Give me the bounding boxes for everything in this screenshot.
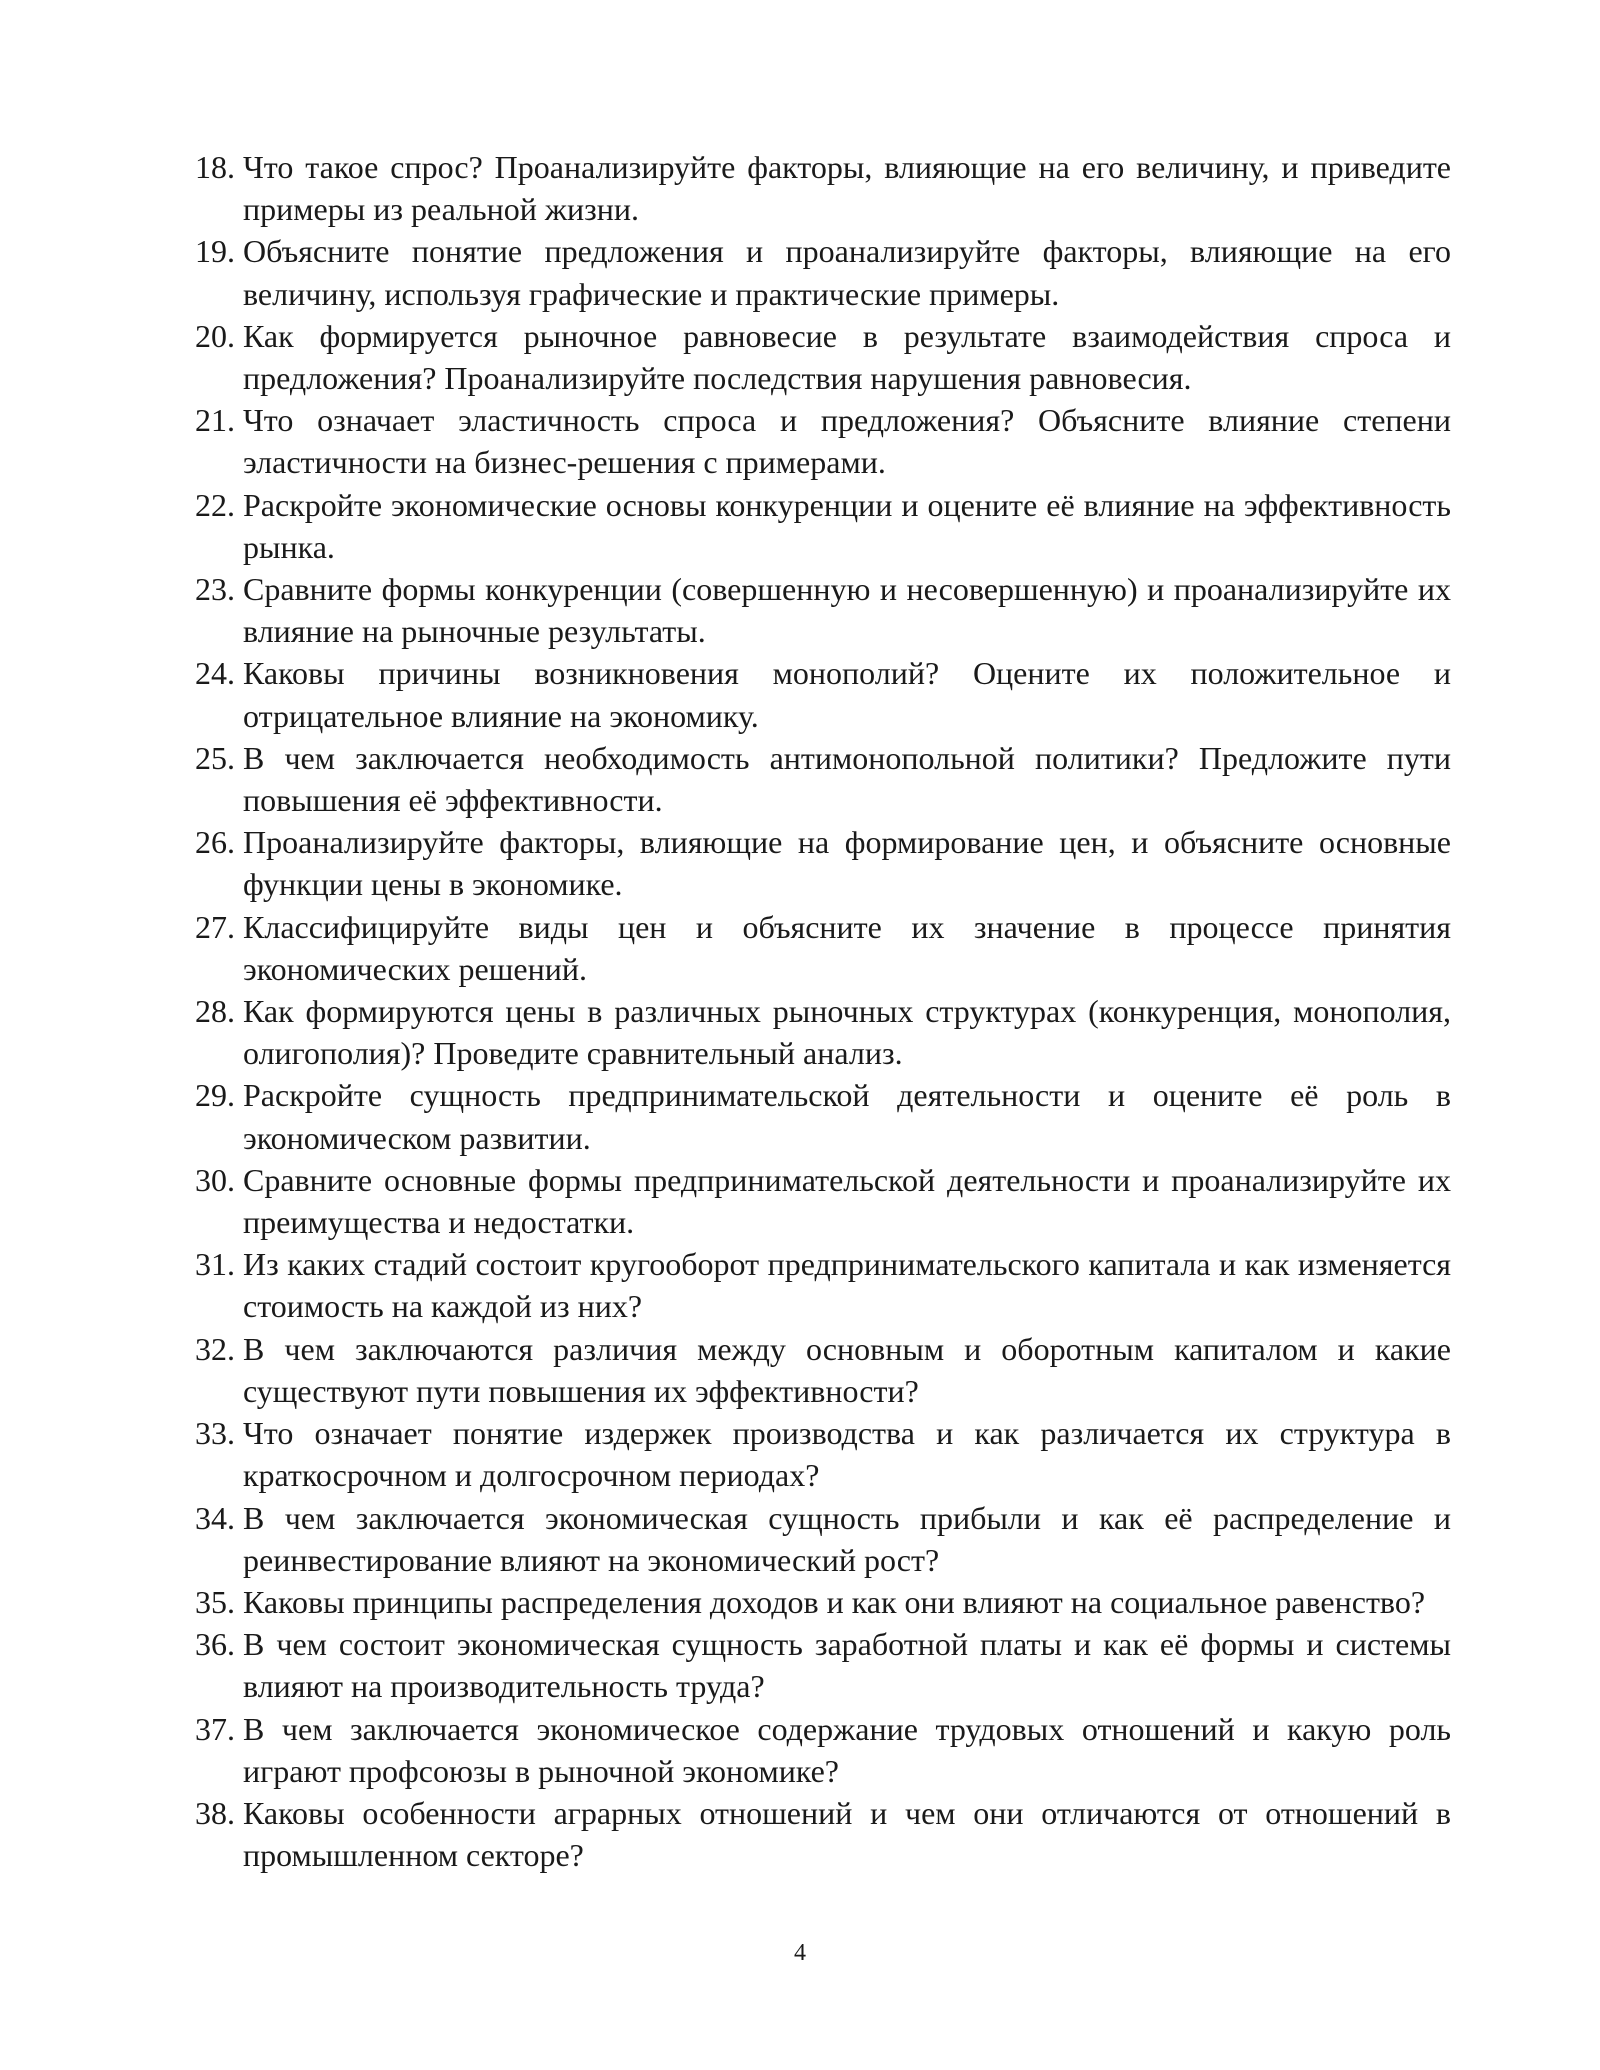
- question-number: 35.: [195, 1583, 235, 1620]
- question-24: [195, 652, 1451, 736]
- question-list: [195, 146, 1451, 1876]
- question-20: [195, 315, 1451, 399]
- question-number: 24.: [195, 655, 235, 692]
- question-number: 18.: [195, 149, 235, 185]
- question-31: [195, 1243, 1451, 1327]
- question-number: 23.: [195, 571, 235, 608]
- question-number: 34.: [195, 1499, 235, 1536]
- question-text: Каковы принципы распределения доходов и как они влияют на социальное равенство?: [243, 1583, 1426, 1620]
- question-text: Каковы особенности аграрных отношений и чем они отличаются от отношений в промышленном секторе?: [243, 1794, 1451, 1874]
- question-text: Как формируются цены в различных рыночных структурах (конкуренция, монополия, олигополия)? Проведите сравнительный анализ.: [243, 993, 1451, 1072]
- question-text: Сравните формы конкуренции (совершенную и несовершенную) и проанализируйте их влияние на рыночные результаты.: [243, 571, 1451, 650]
- question-number: 31.: [195, 1246, 235, 1283]
- question-19: [195, 230, 1451, 314]
- question-text: Из каких стадий состоит кругооборот предпринимательского капитала и как изменяется стоимость на каждой из них?: [243, 1246, 1451, 1325]
- question-number: 36.: [195, 1626, 235, 1663]
- question-27: [195, 906, 1451, 990]
- question-text: Что означает эластичность спроса и предложения? Объясните влияние степени эластичности на бизнес-решения с примерами.: [243, 402, 1451, 481]
- question-26: [195, 821, 1451, 905]
- question-number: 20.: [195, 317, 235, 354]
- question-28: [195, 990, 1451, 1074]
- question-number: 33.: [195, 1415, 235, 1452]
- question-32: [195, 1328, 1451, 1412]
- question-number: 19.: [195, 233, 235, 270]
- page-number: 4: [794, 1940, 806, 1966]
- question-number: 30.: [195, 1161, 235, 1198]
- question-text: Классифицируйте виды цен и объясните их значение в процессе принятия экономических решений.: [243, 908, 1451, 987]
- question-number: 38.: [195, 1794, 235, 1831]
- question-text: В чем состоит экономическая сущность заработной платы и как её формы и системы влияют на производительность труда?: [243, 1626, 1451, 1705]
- question-number: 21.: [195, 402, 235, 439]
- question-text: Проанализируйте факторы, влияющие на формирование цен, и объясните основные функции цены в экономике.: [243, 824, 1451, 903]
- question-text: Каковы причины возникновения монополий? Оцените их положительное и отрицательное влияние на экономику.: [243, 655, 1451, 734]
- question-text: В чем заключается экономическое содержание трудовых отношений и какую роль играют профсоюзы в рыночной экономике?: [243, 1710, 1451, 1789]
- question-number: 27.: [195, 908, 235, 945]
- question-text: В чем заключается необходимость антимонопольной политики? Предложите пути повышения её эффективности.: [243, 739, 1451, 819]
- question-text: Раскройте сущность предпринимательской деятельности и оцените её роль в экономическом развитии.: [243, 1077, 1451, 1156]
- question-number: 22.: [195, 486, 235, 523]
- question-22: [195, 484, 1451, 568]
- question-36: [195, 1623, 1451, 1707]
- question-text: В чем заключаются различия между основным и оборотным капиталом и какие существуют пути повышения их эффективности?: [243, 1330, 1451, 1409]
- question-number: 25.: [195, 739, 235, 776]
- question-29: [195, 1074, 1451, 1158]
- question-25: [195, 737, 1451, 821]
- question-number: 28.: [195, 993, 235, 1030]
- question-number: 29.: [195, 1077, 235, 1114]
- question-text: Объясните понятие предложения и проанализируйте факторы, влияющие на его величину, используя графические и практические примеры.: [243, 233, 1451, 312]
- question-text: Что означает понятие издержек производства и как различается их структура в краткосрочном и долгосрочном периодах?: [243, 1415, 1451, 1494]
- question-38: [195, 1792, 1451, 1876]
- question-text: Раскройте экономические основы конкуренции и оцените её влияние на эффективность рынка.: [243, 486, 1451, 565]
- question-number: 26.: [195, 824, 235, 861]
- question-35: [195, 1581, 1451, 1623]
- question-number: 37.: [195, 1710, 235, 1747]
- question-37: [195, 1708, 1451, 1792]
- question-text: Сравните основные формы предпринимательской деятельности и проанализируйте их преимущества и недостатки.: [243, 1161, 1451, 1241]
- question-number: 32.: [195, 1330, 235, 1367]
- question-text: Как формируется рыночное равновесие в результате взаимодействия спроса и предложения? Проанализируйте последствия нарушения равновесия.: [243, 317, 1451, 397]
- question-33: [195, 1412, 1451, 1496]
- question-21: [195, 399, 1451, 483]
- question-text: В чем заключается экономическая сущность прибыли и как её распределение и реинвестирование влияют на экономический рост?: [243, 1499, 1451, 1578]
- question-text: Что такое спрос? Проанализируйте факторы, влияющие на его величину, и приведите примеры из реальной жизни.: [243, 149, 1451, 228]
- question-18: [195, 146, 1451, 230]
- question-30: [195, 1159, 1451, 1243]
- question-23: [195, 568, 1451, 652]
- question-34: [195, 1497, 1451, 1581]
